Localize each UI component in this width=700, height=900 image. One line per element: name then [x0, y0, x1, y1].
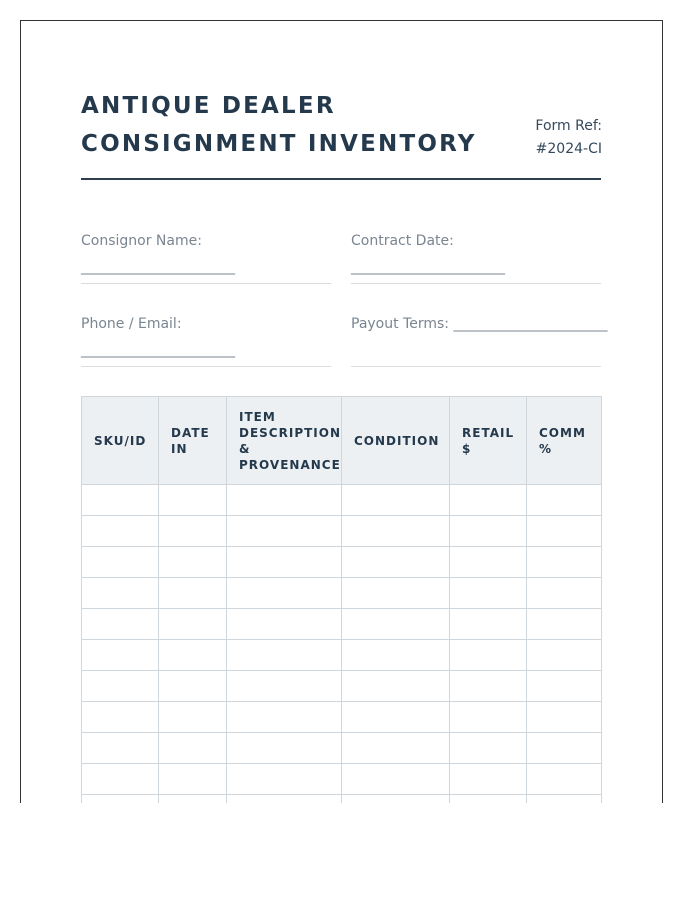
table-row	[82, 733, 602, 764]
table-cell-desc[interactable]	[227, 702, 342, 733]
table-cell-sku[interactable]	[82, 516, 159, 547]
form-ref-value: #2024-CI	[535, 141, 602, 157]
table-cell-date[interactable]	[159, 733, 227, 764]
table-cell-cond[interactable]	[342, 795, 450, 804]
table-cell-desc[interactable]	[227, 485, 342, 516]
column-header-condition: CONDITION	[342, 397, 450, 485]
phone-email-blank[interactable]: ______________________	[81, 342, 235, 358]
table-cell-sku[interactable]	[82, 764, 159, 795]
column-header-retail: RETAIL $	[450, 397, 527, 485]
consignment-form-page	[20, 20, 663, 803]
table-cell-date[interactable]	[159, 702, 227, 733]
phone-email-label: Phone / Email:	[81, 316, 182, 332]
consignor-name-field[interactable]	[81, 231, 331, 284]
table-cell-date[interactable]	[159, 578, 227, 609]
form-ref-label: Form Ref:	[535, 118, 602, 134]
table-cell-desc[interactable]	[227, 795, 342, 804]
payout-terms-label: Payout Terms: ______________________	[351, 316, 608, 332]
table-row	[82, 795, 602, 804]
table-row	[82, 578, 602, 609]
table-cell-cond[interactable]	[342, 547, 450, 578]
table-cell-desc[interactable]	[227, 671, 342, 702]
column-header-sku: SKU/ID	[82, 397, 159, 485]
table-row	[82, 702, 602, 733]
table-cell-cond[interactable]	[342, 640, 450, 671]
table-cell-cond[interactable]	[342, 764, 450, 795]
table-row	[82, 485, 602, 516]
table-cell-desc[interactable]	[227, 733, 342, 764]
table-cell-comm[interactable]	[527, 547, 602, 578]
contract-date-blank[interactable]: ______________________	[351, 259, 505, 275]
table-cell-desc[interactable]	[227, 764, 342, 795]
table-cell-sku[interactable]	[82, 795, 159, 804]
table-cell-desc[interactable]	[227, 640, 342, 671]
table-cell-cond[interactable]	[342, 516, 450, 547]
table-cell-sku[interactable]	[82, 671, 159, 702]
table-cell-date[interactable]	[159, 640, 227, 671]
table-cell-comm[interactable]	[527, 795, 602, 804]
table-row	[82, 671, 602, 702]
table-cell-retail[interactable]	[450, 733, 527, 764]
table-cell-cond[interactable]	[342, 609, 450, 640]
form-title	[81, 87, 477, 163]
table-cell-cond[interactable]	[342, 485, 450, 516]
table-cell-comm[interactable]	[527, 485, 602, 516]
table-cell-desc[interactable]	[227, 578, 342, 609]
table-cell-comm[interactable]	[527, 578, 602, 609]
table-cell-retail[interactable]	[450, 485, 527, 516]
contract-date-field[interactable]	[351, 231, 601, 284]
table-cell-retail[interactable]	[450, 547, 527, 578]
table-row	[82, 764, 602, 795]
table-cell-sku[interactable]	[82, 547, 159, 578]
table-cell-retail[interactable]	[450, 578, 527, 609]
column-header-commission: COMM %	[527, 397, 602, 485]
table-cell-retail[interactable]	[450, 702, 527, 733]
column-header-date-in: DATE IN	[159, 397, 227, 485]
table-cell-comm[interactable]	[527, 609, 602, 640]
table-cell-cond[interactable]	[342, 671, 450, 702]
table-row	[82, 640, 602, 671]
table-cell-date[interactable]	[159, 671, 227, 702]
table-cell-retail[interactable]	[450, 609, 527, 640]
table-cell-sku[interactable]	[82, 640, 159, 671]
table-cell-desc[interactable]	[227, 547, 342, 578]
table-cell-comm[interactable]	[527, 733, 602, 764]
form-title-line-2: CONSIGNMENT INVENTORY	[81, 131, 477, 157]
table-cell-cond[interactable]	[342, 702, 450, 733]
table-row	[82, 609, 602, 640]
table-cell-retail[interactable]	[450, 671, 527, 702]
column-header-description: ITEM DESCRIPTION & PROVENANCE	[227, 397, 342, 485]
table-cell-comm[interactable]	[527, 702, 602, 733]
form-title-line-1: ANTIQUE DEALER	[81, 93, 336, 119]
table-cell-comm[interactable]	[527, 671, 602, 702]
table-cell-date[interactable]	[159, 764, 227, 795]
payout-terms-field[interactable]	[351, 314, 608, 367]
table-cell-sku[interactable]	[82, 702, 159, 733]
table-cell-retail[interactable]	[450, 795, 527, 804]
table-cell-desc[interactable]	[227, 609, 342, 640]
table-cell-desc[interactable]	[227, 516, 342, 547]
table-cell-cond[interactable]	[342, 733, 450, 764]
table-cell-date[interactable]	[159, 547, 227, 578]
table-cell-date[interactable]	[159, 609, 227, 640]
consignor-name-label: Consignor Name:	[81, 233, 202, 249]
form-reference	[535, 115, 602, 161]
table-cell-sku[interactable]	[82, 485, 159, 516]
contract-date-label: Contract Date:	[351, 233, 454, 249]
table-cell-comm[interactable]	[527, 764, 602, 795]
table-cell-comm[interactable]	[527, 640, 602, 671]
table-cell-cond[interactable]	[342, 578, 450, 609]
table-header-row	[82, 397, 602, 485]
table-row	[82, 547, 602, 578]
inventory-table-body	[82, 485, 602, 804]
table-cell-sku[interactable]	[82, 578, 159, 609]
table-cell-comm[interactable]	[527, 516, 602, 547]
consignor-name-blank[interactable]: ______________________	[81, 259, 235, 275]
table-cell-sku[interactable]	[82, 733, 159, 764]
table-cell-retail[interactable]	[450, 640, 527, 671]
table-cell-date[interactable]	[159, 485, 227, 516]
table-cell-retail[interactable]	[450, 764, 527, 795]
phone-email-field[interactable]	[81, 314, 331, 367]
table-row	[82, 516, 602, 547]
table-cell-date[interactable]	[159, 795, 227, 804]
table-cell-date[interactable]	[159, 516, 227, 547]
table-cell-sku[interactable]	[82, 609, 159, 640]
table-cell-retail[interactable]	[450, 516, 527, 547]
title-divider	[81, 178, 601, 180]
inventory-table	[81, 396, 602, 803]
